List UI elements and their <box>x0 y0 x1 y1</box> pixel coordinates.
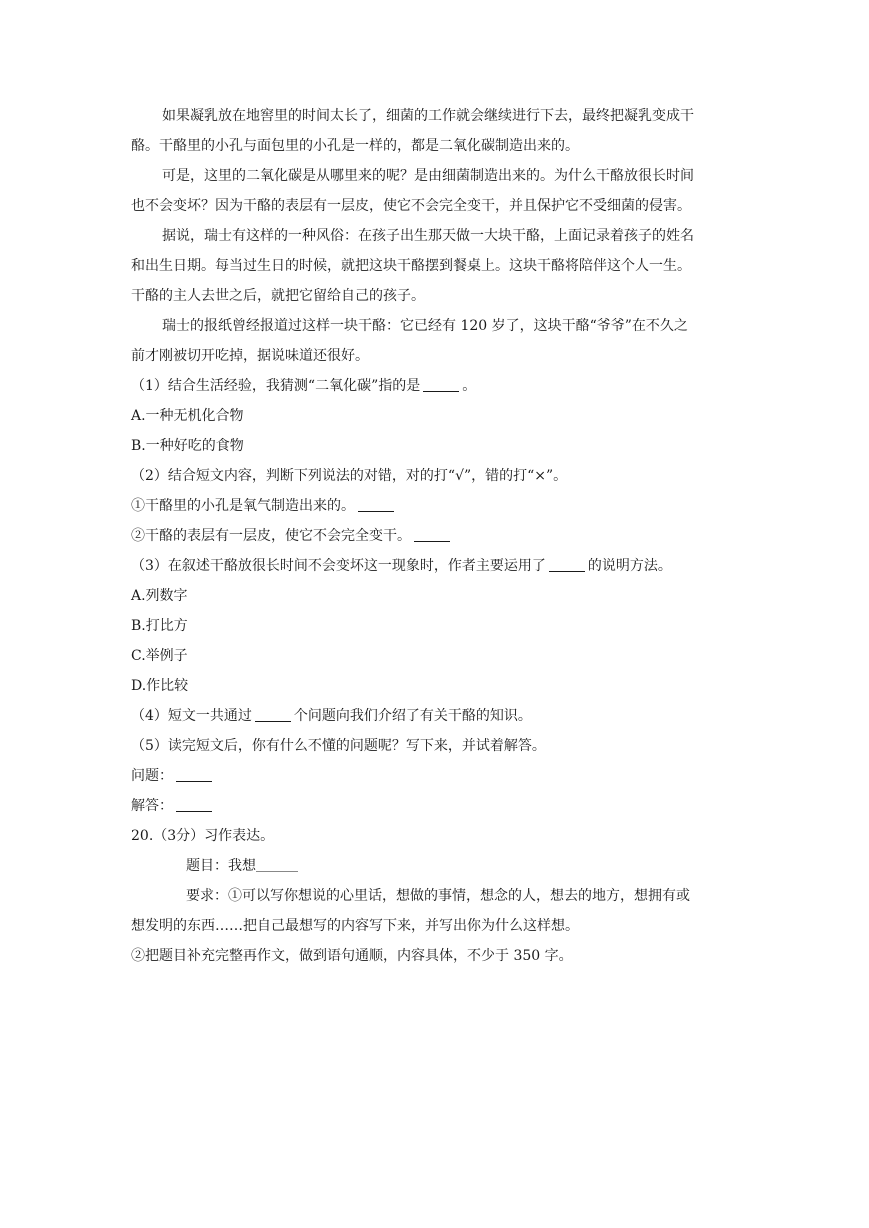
passage-line: 酪。干酪里的小孔与面包里的小孔是一样的，都是二氧化碳制造出来的。 <box>131 138 579 154</box>
question-2: （2）结合短文内容，判断下列说法的对错，对的打“√”，错的打“×”。 <box>131 468 568 484</box>
passage-line: 也不会变坏？因为干酪的表层有一层皮，使它不会完全变干，并且保护它不受细菌的侵害。 <box>131 198 691 214</box>
option-a: A.一种无机化合物 <box>131 408 244 424</box>
option-b: B.打比方 <box>131 618 188 634</box>
answer-blank[interactable] <box>176 767 212 782</box>
question-5-answer: 解答： <box>131 796 741 816</box>
answer-blank[interactable] <box>358 497 394 512</box>
passage-line: 前才刚被切开吃掉，据说味道还很好。 <box>131 348 369 364</box>
passage-line: 据说，瑞士有这样的一种风俗：在孩子出生那天做一大块干酪，上面记录着孩子的姓名 <box>162 228 694 244</box>
question-5-question: 问题： <box>131 766 741 786</box>
option-d: D.作比较 <box>131 678 189 694</box>
question-2-item: ②干酪的表层有一层皮，使它不会完全变干。 <box>131 526 741 546</box>
question-5: （5）读完短文后，你有什么不懂的问题呢？写下来，并试着解答。 <box>131 738 546 754</box>
option-c: C.举例子 <box>131 648 188 664</box>
question-1: （1）结合生活经验，我猜测“二氧化碳”指的是 。 <box>131 378 477 394</box>
passage-line: 干酪的主人去世之后，就把它留给自己的孩子。 <box>131 288 425 304</box>
passage-line: 和出生日期。每当过生日的时候，就把这块干酪摆到餐桌上。这块干酪将陪伴这个人一生。 <box>131 258 691 274</box>
essay-requirement: 要求：①可以写你想说的心里话，想做的事情，想念的人，想去的地方，想拥有或 <box>186 888 690 904</box>
essay-requirement: 想发明的东西……把自己最想写的内容写下来，并写出你为什么这样想。 <box>131 918 579 934</box>
answer-blank[interactable] <box>423 377 459 392</box>
essay-requirement: ②把题目补充完整再作文，做到语句通顺，内容具体，不少于 350 字。 <box>131 948 573 964</box>
answer-blank[interactable] <box>176 797 212 812</box>
topic-blank[interactable] <box>256 857 298 872</box>
option-a: A.列数字 <box>131 588 188 604</box>
passage-line: 如果凝乳放在地窖里的时间太长了，细菌的工作就会继续进行下去，最终把凝乳变成干 <box>162 108 694 124</box>
question-3: （3）在叙述干酪放很长时间不会变坏这一现象时，作者主要运用了 的说明方法。 <box>131 558 672 574</box>
answer-blank[interactable] <box>414 527 450 542</box>
question-20-header: 20.（3分）习作表达。 <box>131 828 275 844</box>
essay-topic: 题目：我想 <box>186 856 796 876</box>
option-b: B.一种好吃的食物 <box>131 438 244 454</box>
passage-line: 瑞士的报纸曾经报道过这样一块干酪：它已经有 120 岁了，这块干酪“爷爷”在不久之 <box>162 318 688 334</box>
answer-blank[interactable] <box>255 707 291 722</box>
question-2-item: ①干酪里的小孔是氧气制造出来的。 <box>131 496 741 516</box>
answer-blank[interactable] <box>549 557 585 572</box>
question-4: （4）短文一共通过 个问题向我们介绍了有关干酪的知识。 <box>131 708 532 724</box>
passage-line: 可是，这里的二氧化碳是从哪里来的呢？是由细菌制造出来的。为什么干酪放很长时间 <box>162 168 694 184</box>
